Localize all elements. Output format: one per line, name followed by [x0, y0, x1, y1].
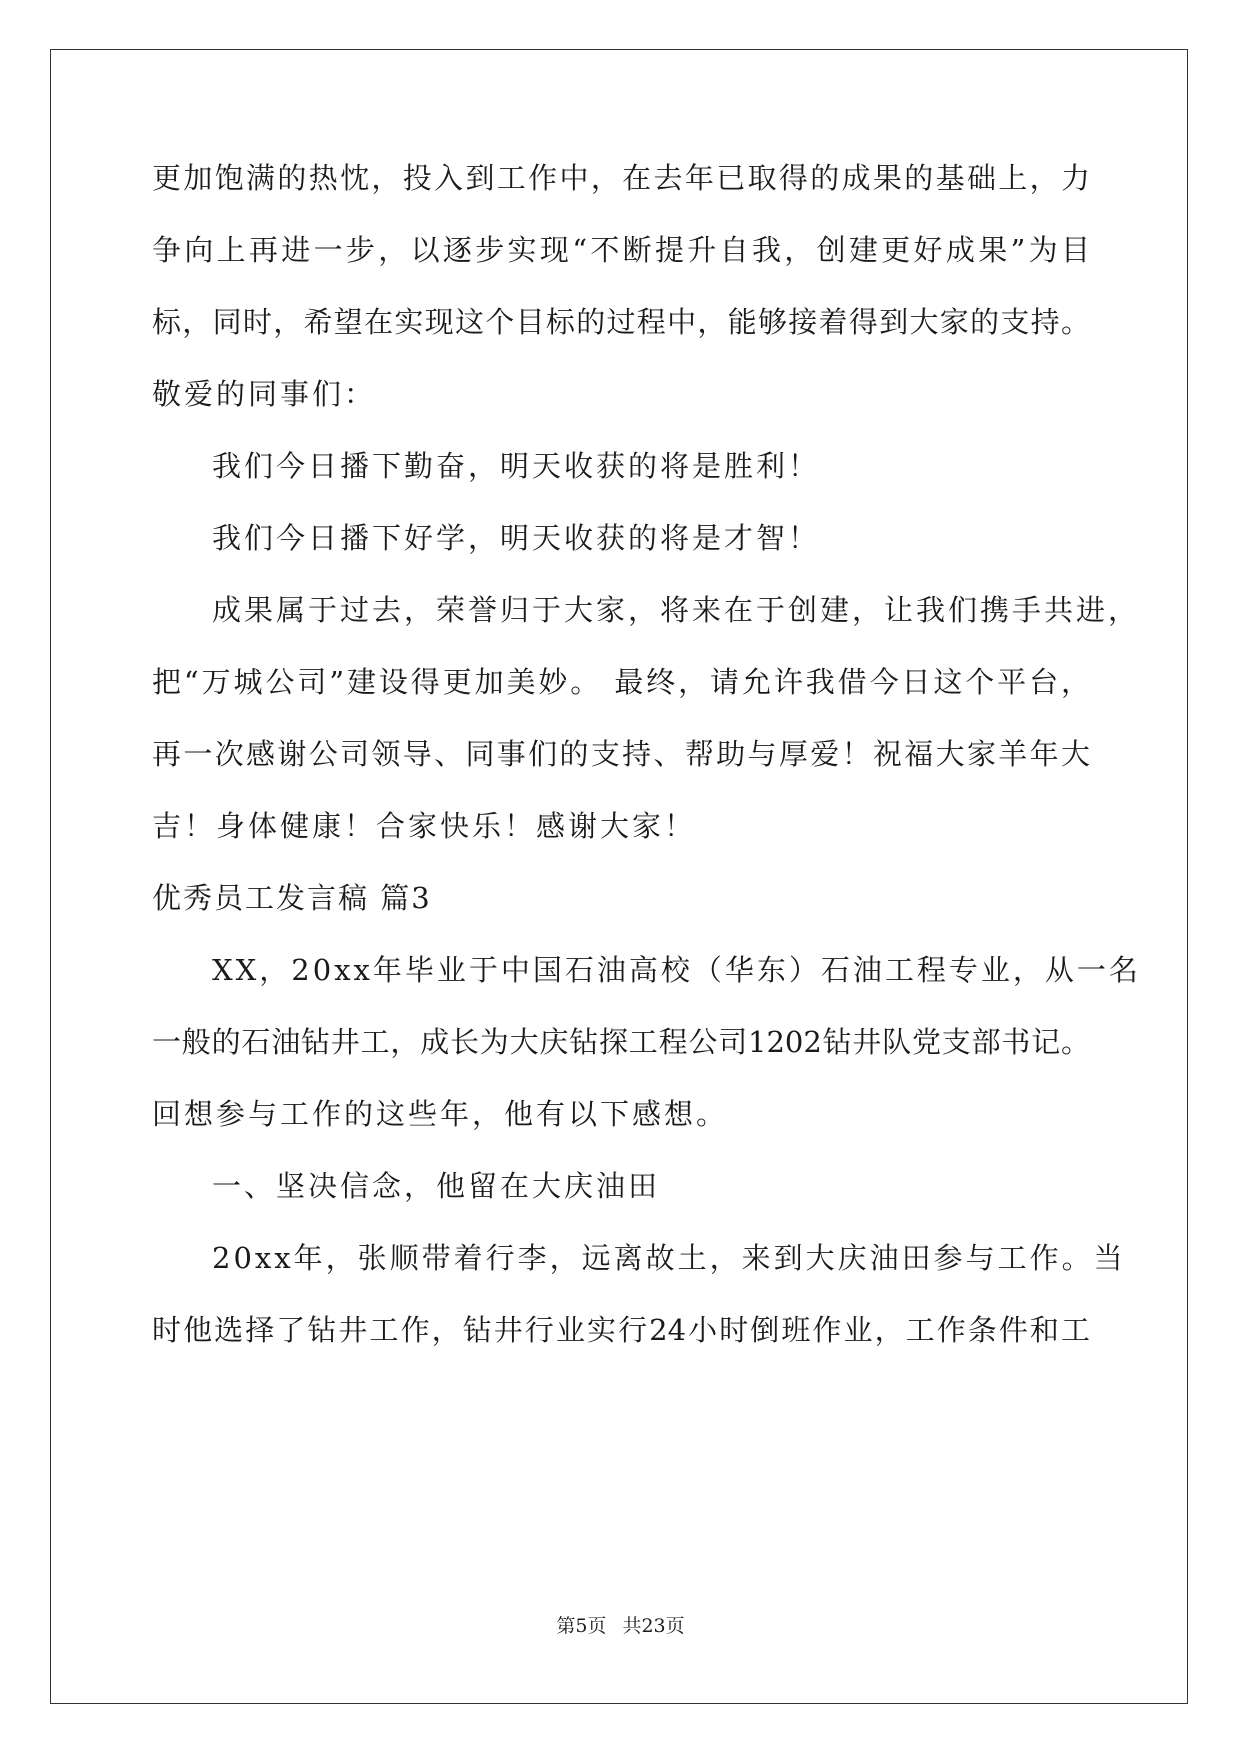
paragraph-line: 更加饱满的热忱，投入到工作中，在去年已取得的成果的基础上，力 [152, 161, 1090, 195]
paragraph-line: 吉！身体健康！合家快乐！感谢大家！ [152, 809, 697, 843]
page-number: 第5页 [556, 1615, 607, 1637]
subsection-heading: 一、坚决信念，他留在大庆油田 [212, 1169, 661, 1203]
paragraph-line: 我们今日播下勤奋，明天收获的将是胜利！ [212, 449, 821, 483]
paragraph-line: 成果属于过去，荣誉归于大家，将来在于创建，让我们携手共进， [212, 593, 1141, 627]
paragraph-line: 把“万城公司”建设得更加美妙。 最终，请允许我借今日这个平台， [152, 665, 1090, 699]
paragraph-line: XX，20xx年毕业于中国石油高校（华东）石油工程专业，从一名 [212, 953, 1141, 987]
salutation-line: 敬爱的同事们： [152, 377, 377, 411]
paragraph-line: 争向上再进一步，以逐步实现“不断提升自我，创建更好成果”为目 [152, 233, 1090, 267]
paragraph-line: 一般的石油钻井工，成长为大庆钻探工程公司1202钻井队党支部书记。 [152, 1025, 1090, 1059]
paragraph-line: 20xx年，张顺带着行李，远离故土，来到大庆油田参与工作。当 [212, 1241, 1126, 1275]
paragraph-line: 回想参与工作的这些年，他有以下感想。 [152, 1097, 729, 1131]
page-footer [0, 1614, 1241, 1638]
page-border [50, 49, 1188, 1704]
page-total: 共23页 [622, 1615, 685, 1637]
paragraph-line: 我们今日播下好学，明天收获的将是才智！ [212, 521, 821, 555]
paragraph-line: 时他选择了钻井工作，钻井行业实行24小时倒班作业，工作条件和工 [152, 1313, 1090, 1347]
paragraph-line: 再一次感谢公司领导、同事们的支持、帮助与厚爱！祝福大家羊年大 [152, 737, 1090, 771]
paragraph-line: 标，同时，希望在实现这个目标的过程中，能够接着得到大家的支持。 [152, 305, 1090, 339]
section-heading: 优秀员工发言稿 篇3 [152, 881, 432, 915]
